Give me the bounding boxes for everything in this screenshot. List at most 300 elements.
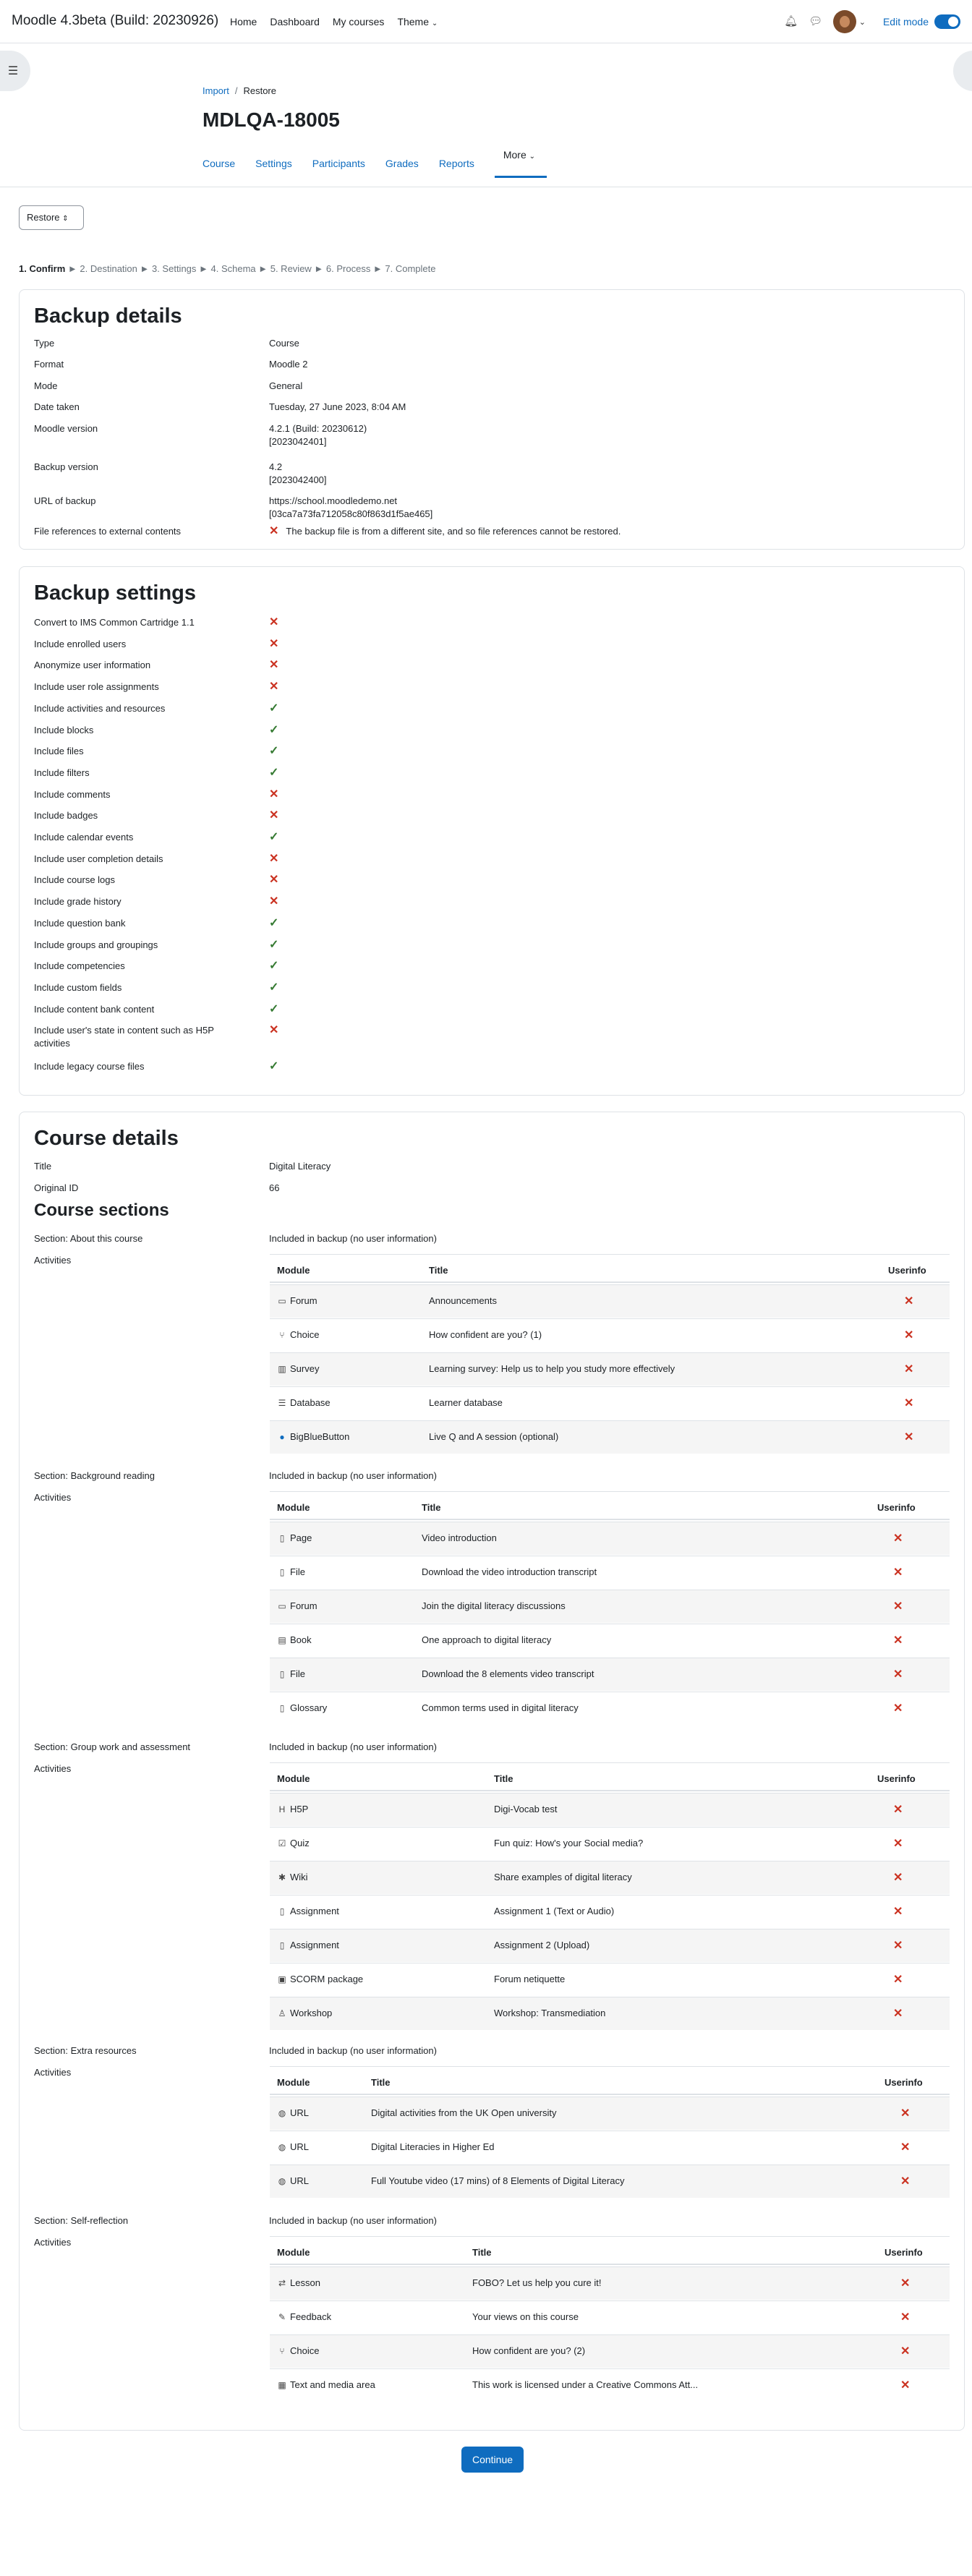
setting-label: [34, 874, 265, 887]
table-row: [270, 1318, 950, 1352]
cross-icon: ✕: [893, 1702, 903, 1715]
module-cell: [277, 1566, 305, 1577]
detail-label: Date taken: [34, 401, 80, 412]
col-userinfo-header: Userinfo: [877, 1502, 916, 1513]
col-userinfo-header: Userinfo: [888, 1265, 926, 1276]
setting-label: [34, 1003, 265, 1016]
tab-grades[interactable]: Grades: [385, 158, 419, 169]
title-cell: Common terms used in digital literacy: [422, 1702, 579, 1713]
module-name: Glossary: [290, 1702, 328, 1713]
module-name: File: [290, 1668, 305, 1679]
setting-label: [34, 960, 265, 973]
bell-icon[interactable]: 🔔︎: [784, 15, 798, 27]
open-block-drawer-button[interactable]: [953, 51, 972, 91]
page-icon: ▯: [279, 1533, 285, 1543]
setting-label-text: Include user completion details: [34, 853, 163, 864]
setting-label: [34, 1060, 265, 1073]
cross-icon: ✕: [900, 2379, 911, 2392]
setting-label-text: Include custom fields: [34, 981, 122, 993]
course-details-card: [19, 1112, 965, 2431]
module-name: Book: [290, 1634, 312, 1645]
title-cell: Download the video introduction transcript: [422, 1566, 597, 1577]
col-title-header: Title: [429, 1265, 448, 1276]
url-icon: ◍: [278, 2176, 286, 2186]
module-cell: [277, 2008, 332, 2018]
check-icon: ✓: [269, 938, 279, 951]
cross-icon: ✕: [893, 1804, 903, 1816]
col-module-header: Module: [277, 1502, 310, 1513]
setting-label: [34, 853, 265, 866]
detail-value: [269, 422, 920, 448]
setting-label-text: Convert to IMS Common Cartridge 1.1: [34, 617, 195, 628]
continue-button[interactable]: Continue: [461, 2447, 524, 2473]
table-row: [270, 1386, 950, 1420]
module-name: Wiki: [290, 1872, 308, 1882]
module-cell: [277, 1532, 312, 1543]
title-cell: One approach to digital literacy: [422, 1634, 552, 1645]
database-icon: ☰: [278, 1398, 286, 1408]
detail-value-sub: [2023042400]: [269, 474, 327, 485]
title-cell: Digital Literacies in Higher Ed: [371, 2141, 495, 2152]
table-header: [270, 2066, 950, 2095]
module-cell: [277, 1397, 331, 1408]
module-cell: [277, 2141, 309, 2152]
detail-value-text: General: [269, 380, 303, 391]
table-row: [270, 2266, 950, 2300]
setting-label: [34, 831, 265, 844]
module-name: Forum: [290, 1600, 317, 1611]
setting-label-text: Include files: [34, 746, 84, 757]
title-cell: Full Youtube video (17 mins) of 8 Elements of Digital Literacy: [371, 2175, 625, 2186]
step-current: 1. Confirm: [19, 263, 66, 274]
setting-label-text: Include blocks: [34, 724, 94, 735]
file-icon: ▯: [279, 1669, 285, 1679]
title-cell: Learner database: [429, 1397, 503, 1408]
table-row: [270, 1420, 950, 1454]
setting-label-text: Include content bank content: [34, 1003, 155, 1015]
module-name: URL: [290, 2141, 310, 2152]
detail-value-text: Moodle 2: [269, 359, 308, 370]
feedback-icon: ✎: [278, 2312, 286, 2322]
detail-value: [269, 337, 920, 350]
detail-label: Format: [34, 359, 64, 370]
title-cell: Assignment 1 (Text or Audio): [494, 1906, 615, 1916]
module-cell: [277, 1668, 305, 1679]
detail-label: URL of backup: [34, 495, 96, 506]
cross-icon: ✕: [900, 2175, 911, 2188]
course-details-heading: Course details: [34, 1127, 179, 1150]
detail-value: [269, 358, 920, 371]
module-name: Page: [290, 1532, 312, 1543]
detail-value: [269, 495, 920, 521]
cross-icon: ✕: [893, 1532, 903, 1545]
setting-label: [34, 745, 265, 758]
text-media-icon: ▦: [278, 2380, 286, 2390]
module-cell: [277, 1295, 317, 1306]
title-cell: Share examples of digital literacy: [494, 1872, 632, 1882]
setting-label-text: Include calendar events: [34, 832, 134, 843]
setting-label-text: Include legacy course files: [34, 1061, 145, 1072]
title-cell: This work is licensed under a Creative Commons Att...: [472, 2379, 699, 2390]
check-icon: ✓: [269, 960, 279, 973]
setting-label-text: Include user's state in content such as H5P: [34, 1025, 214, 1036]
module-cell: [277, 2175, 309, 2186]
tab-participants[interactable]: Participants: [312, 158, 365, 169]
module-cell: [277, 2345, 319, 2356]
nav-home[interactable]: Home: [230, 16, 257, 27]
cross-icon: ✕: [904, 1431, 914, 1443]
cross-icon: ✕: [900, 2141, 911, 2154]
title-cell: Fun quiz: How's your Social media?: [494, 1838, 644, 1848]
activities-label: Activities: [34, 2067, 72, 2078]
module-cell: [277, 1431, 349, 1442]
cross-icon: ✕: [269, 525, 279, 537]
section-included: Included in backup (no user information): [269, 1741, 437, 1752]
setting-label-text: activities: [34, 1038, 70, 1049]
module-name: URL: [290, 2107, 310, 2118]
setting-label: [34, 788, 265, 801]
cross-icon: ✕: [269, 681, 279, 694]
module-cell: [277, 1974, 363, 1984]
col-title-header: Title: [494, 1773, 513, 1784]
title-cell: Your views on this course: [472, 2311, 579, 2322]
module-name: Survey: [290, 1363, 320, 1374]
module-name: File: [290, 1566, 305, 1577]
module-name: SCORM package: [290, 1974, 364, 1984]
setting-label-text: Include groups and groupings: [34, 939, 158, 950]
table-row: [270, 1895, 950, 1928]
tab-course[interactable]: Course: [202, 158, 236, 169]
chat-icon[interactable]: 💬︎: [809, 15, 823, 27]
cross-icon: ✕: [269, 616, 279, 628]
detail-value-text: https://school.moodledemo.net: [269, 495, 398, 506]
module-cell: [277, 2107, 309, 2118]
cross-icon: ✕: [893, 1668, 903, 1681]
assignment-icon: ▯: [279, 1940, 285, 1950]
cross-icon: ✕: [893, 1974, 903, 1986]
breadcrumb-separator: /: [234, 85, 238, 96]
setting-label: [34, 681, 265, 694]
module-name: Database: [290, 1397, 331, 1408]
col-title-header: Title: [472, 2247, 492, 2258]
activities-label: Activities: [34, 1255, 72, 1266]
tab-settings[interactable]: Settings: [255, 158, 292, 169]
table-header: [270, 2236, 950, 2265]
title-cell: Announcements: [429, 1295, 497, 1306]
check-icon: ✓: [269, 831, 279, 843]
glossary-icon: ▯: [279, 1703, 285, 1713]
tab-reports[interactable]: Reports: [438, 158, 474, 169]
cross-icon: ✕: [269, 809, 279, 822]
detail-value: [269, 525, 920, 538]
section-included: Included in backup (no user information): [269, 2045, 437, 2056]
setting-label: [34, 638, 265, 651]
check-icon: ✓: [269, 723, 279, 736]
title-cell: Assignment 2 (Upload): [494, 1940, 590, 1950]
title-cell: Download the 8 elements video transcript: [422, 1668, 594, 1679]
col-module-header: Module: [277, 1773, 310, 1784]
module-cell: [277, 1940, 339, 1950]
table-row: [270, 1861, 950, 1894]
detail-value: [269, 401, 920, 414]
book-icon: ▤: [278, 1635, 286, 1645]
cross-icon: ✕: [904, 1329, 914, 1342]
chevron-down-icon[interactable]: ⌄: [858, 17, 866, 27]
cross-icon: ✕: [900, 2345, 911, 2358]
section-name: Section: Background reading: [34, 1470, 155, 1481]
cross-icon: ✕: [269, 895, 279, 908]
module-name: BigBlueButton: [290, 1431, 350, 1442]
restore-steps: [19, 263, 436, 274]
check-icon: ✓: [269, 766, 279, 779]
module-cell: [277, 1329, 319, 1340]
cross-icon: ✕: [900, 2311, 911, 2324]
breadcrumb-restore: Restore: [243, 85, 276, 96]
section-name: Section: About this course: [34, 1233, 143, 1244]
module-cell: [277, 2277, 320, 2288]
module-cell: [277, 1872, 308, 1882]
original-id-value: 66: [269, 1182, 280, 1193]
avatar[interactable]: [833, 10, 856, 33]
setting-label-text: Include comments: [34, 788, 111, 800]
check-icon: ✓: [269, 981, 279, 994]
check-icon: ✓: [269, 916, 279, 929]
table-row: [270, 1352, 950, 1386]
module-name: H5P: [290, 1804, 309, 1814]
title-cell: Video introduction: [422, 1532, 497, 1543]
detail-label: Type: [34, 338, 55, 349]
site-name[interactable]: Moodle 4.3beta (Build: 20230926): [12, 13, 219, 28]
module-name: Assignment: [290, 1940, 339, 1950]
module-name: Forum: [290, 1295, 317, 1306]
forum-icon: ▭: [278, 1601, 286, 1611]
module-name: Assignment: [290, 1906, 339, 1916]
table-row: [270, 2165, 950, 2198]
open-course-index-button[interactable]: [0, 51, 30, 91]
wiki-icon: ✱: [278, 1872, 286, 1882]
setting-label: [34, 1024, 265, 1050]
check-icon: ✓: [269, 1002, 279, 1015]
table-header: [270, 1254, 950, 1283]
detail-label: Backup version: [34, 461, 98, 472]
title-cell: FOBO? Let us help you cure it!: [472, 2277, 602, 2288]
lesson-icon: ⇄: [278, 2278, 286, 2288]
col-module-header: Module: [277, 2077, 310, 2088]
setting-label-text: Include course logs: [34, 874, 116, 886]
detail-value-sub: [2023042401]: [269, 436, 327, 447]
detail-value-text: Course: [269, 338, 299, 349]
setting-label-text: Include enrolled users: [34, 638, 127, 649]
chevron-updown-icon: ⇕: [62, 215, 69, 223]
setting-label: [34, 809, 265, 822]
activities-label: Activities: [34, 1763, 72, 1774]
file-icon: ▯: [279, 1567, 285, 1577]
nav-my-courses[interactable]: My courses: [332, 16, 385, 27]
bigbluebutton-icon: ●: [279, 1432, 285, 1442]
check-icon: ✓: [269, 745, 279, 758]
module-cell: [277, 1838, 310, 1848]
col-module-header: Module: [277, 1265, 310, 1276]
module-cell: [277, 2311, 331, 2322]
module-name: Choice: [290, 1329, 320, 1340]
module-cell: [277, 1634, 312, 1645]
cross-icon: ✕: [269, 1024, 279, 1037]
setting-label: [34, 895, 265, 908]
restore-select[interactable]: Restore ⇕: [19, 205, 84, 230]
quiz-icon: ☑: [278, 1838, 286, 1848]
section-included: Included in backup (no user information): [269, 1470, 437, 1481]
col-userinfo-header: Userinfo: [884, 2247, 923, 2258]
table-row: [270, 2368, 950, 2402]
cross-icon: ✕: [269, 788, 279, 801]
url-icon: ◍: [278, 2142, 286, 2152]
setting-label: [34, 702, 265, 715]
table-row: [270, 1692, 950, 1725]
table-row: [270, 1522, 950, 1555]
chevron-down-icon: ⌄: [431, 20, 438, 27]
table-row: [270, 1997, 950, 2030]
page-title: MDLQA-18005: [202, 108, 340, 131]
title-cell: Forum netiquette: [494, 1974, 566, 1984]
col-title-header: Title: [422, 1502, 441, 1513]
cross-icon: ✕: [893, 1600, 903, 1613]
table-row: [270, 1929, 950, 1962]
choice-icon: ⑂: [279, 1330, 285, 1340]
breadcrumb-import[interactable]: Import: [202, 85, 229, 96]
detail-label: Mode: [34, 380, 58, 391]
setting-label-text: Include grade history: [34, 896, 122, 908]
table-row: [270, 1556, 950, 1589]
cross-icon: ✕: [900, 2107, 911, 2120]
cross-icon: ✕: [893, 1872, 903, 1884]
cross-icon: ✕: [904, 1397, 914, 1409]
cross-icon: ✕: [893, 1906, 903, 1918]
table-header: [270, 1491, 950, 1520]
detail-value: [269, 380, 920, 393]
table-row: [270, 1284, 950, 1318]
section-name: Section: Group work and assessment: [34, 1741, 191, 1752]
tab-more[interactable]: More ⌄: [495, 140, 547, 178]
title-cell: How confident are you? (2): [472, 2345, 586, 2356]
title-cell: Workshop: Transmediation: [494, 2008, 606, 2018]
module-cell: [277, 1702, 327, 1713]
table-row: [270, 1590, 950, 1623]
title-cell: Learning survey: Help us to help you study more effectively: [429, 1363, 675, 1374]
cross-icon: ✕: [893, 1838, 903, 1850]
setting-label-text: Include user role assignments: [34, 681, 159, 693]
table-row: [270, 1793, 950, 1826]
module-cell: [277, 2379, 375, 2390]
url-icon: ◍: [278, 2108, 286, 2118]
cross-icon: ✕: [269, 637, 279, 650]
cross-icon: ✕: [904, 1363, 914, 1376]
detail-label: File references to external contents: [34, 526, 182, 537]
setting-label-text: Anonymize user information: [34, 660, 151, 671]
cross-icon: ✕: [904, 1295, 914, 1308]
backup-details-card: [19, 289, 965, 550]
setting-label-text: Include question bank: [34, 917, 126, 929]
choice-icon: ⑂: [279, 2346, 285, 2356]
cross-icon: ✕: [893, 1634, 903, 1647]
edit-mode-toggle[interactable]: [934, 14, 960, 29]
col-userinfo-header: Userinfo: [884, 2077, 923, 2088]
setting-label: [34, 659, 265, 672]
forum-icon: ▭: [278, 1296, 286, 1306]
course-sections-heading: Course sections: [34, 1200, 169, 1220]
table-row: [270, 1963, 950, 1996]
title-value: Digital Literacy: [269, 1161, 331, 1172]
nav-dashboard[interactable]: Dashboard: [270, 16, 320, 27]
table-row: [270, 1624, 950, 1657]
check-icon: ✓: [269, 701, 279, 715]
activities-label: Activities: [34, 1492, 72, 1503]
section-included: Included in backup (no user information): [269, 2215, 437, 2226]
module-cell: [277, 1804, 308, 1814]
activities-label: Activities: [34, 2237, 72, 2248]
cross-icon: ✕: [269, 852, 279, 865]
nav-theme[interactable]: Theme ⌄: [397, 16, 438, 27]
title-cell: How confident are you? (1): [429, 1329, 542, 1340]
table-row: [270, 2097, 950, 2130]
col-userinfo-header: Userinfo: [877, 1773, 916, 1784]
table-row: [270, 2334, 950, 2368]
module-name: URL: [290, 2175, 310, 2186]
table-row: [270, 1658, 950, 1691]
setting-label-text: Include badges: [34, 810, 98, 822]
detail-value-text: 4.2.1 (Build: 20230612): [269, 423, 367, 434]
title-cell: Digital activities from the UK Open university: [371, 2107, 557, 2118]
cross-icon: ✕: [893, 1940, 903, 1952]
module-name: Lesson: [290, 2277, 320, 2288]
detail-value: [269, 461, 920, 487]
workshop-icon: ♙: [278, 2008, 286, 2018]
title-label: Title: [34, 1161, 52, 1172]
col-module-header: Module: [277, 2247, 310, 2258]
assignment-icon: ▯: [279, 1906, 285, 1916]
table-header: [270, 1762, 950, 1791]
table-row: [270, 2300, 950, 2334]
h5p-icon: H: [278, 1804, 286, 1814]
setting-label: [34, 724, 265, 737]
list-icon: ☰: [7, 65, 19, 77]
setting-label-text: Include filters: [34, 767, 90, 778]
backup-settings-heading: Backup settings: [34, 581, 196, 605]
section-name: Section: Extra resources: [34, 2045, 137, 2056]
module-name: Workshop: [290, 2008, 333, 2018]
secondary-navigation: [202, 149, 555, 187]
title-cell: Join the digital literacy discussions: [422, 1600, 566, 1611]
module-name: Text and media area: [290, 2379, 375, 2390]
setting-label-text: Include activities and resources: [34, 702, 166, 714]
setting-label: [34, 981, 265, 994]
title-cell: Live Q and A session (optional): [429, 1431, 559, 1442]
setting-label-text: Include competencies: [34, 960, 125, 972]
breadcrumb: [202, 85, 276, 96]
cross-icon: ✕: [900, 2277, 911, 2290]
table-row: [270, 2131, 950, 2164]
chevron-down-icon: ⌄: [529, 153, 536, 161]
module-cell: [277, 1363, 319, 1374]
cross-icon: ✕: [893, 2008, 903, 2020]
setting-label: [34, 767, 265, 780]
primary-navigation: [230, 16, 451, 27]
backup-details-heading: Backup details: [34, 304, 182, 328]
survey-icon: ▥: [278, 1364, 286, 1374]
setting-label: [34, 939, 265, 952]
scorm-icon: ▣: [278, 1974, 286, 1984]
module-name: Choice: [290, 2345, 320, 2356]
module-name: Quiz: [290, 1838, 310, 1848]
